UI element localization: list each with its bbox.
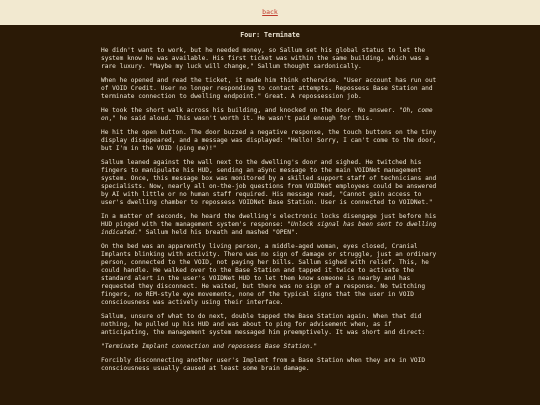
paragraph-text: In a matter of seconds, he heard the dwelling's electronic locks disengage just before his HUD pinged with the management system's response: " <box>101 213 437 228</box>
story-paragraph: When he opened and read the ticket, it made him think otherwise. "User account has run out of VOID Credit. User no longer responding to contact attempts. Repossess Base Station and terminate connection to dwelling endpoint." Great. A repossession job. <box>101 77 437 100</box>
paragraph-text: He took the short walk across his building, and knocked on the door. No answer. " <box>101 107 403 114</box>
story-paragraph: He didn't want to work, but he needed money, so Sallum set his global status to let the system know he was available. His first ticket was within the same building, which was a rare luxury. "Maybe my luck will change," Sallum thought sardonically. <box>101 47 429 70</box>
paragraph-text: " <box>101 343 105 350</box>
emphasized-text: Terminate Implant connection and repossess Base Station. <box>104 343 314 350</box>
story-paragraph: Forcibly disconnecting another user's Implant from a Base Station when they are in VOID consciousness usually caused at least some brain damage. <box>101 357 426 372</box>
story-paragraph: On the bed was an apparently living person, a middle-aged woman, eyes closed, Cranial Implants blinking with activity. There was no sign of damage or struggle, just an ordinary person, connected to the VOID, not paying her bills. Sallum sighed with relief. This, he could handle. He walked over to the Base Station and tapped it twice to activate the standard alert in the user's VOIDNet HUD to let them know someone is nearby and has requested they disconnect. He waited, but there was no sign of a response. No twitching fingers, no REM-style eye movements, none of the typical signs that the user in VOID consciousness was actively using their interface. <box>101 243 437 306</box>
paragraph-text: " Sallum held his breath and mashed "OPEN". <box>138 229 299 236</box>
story-paragraph: Sallum leaned against the wall next to the dwelling's door and sighed. He twitched his fingers to manipulate his HUD, sending an aSync message to the main VOIDNet management system. Once, this message box was monitored by a skilled support staff of technicians and specialists. Now, nearly all on-the-job questions from VOIDNet employees could be answered by AI with little or no human staff required. His message read, "Cannot gain access to user's dwelling chamber to repossess VOIDNet Base Station. User is connected to VOIDNet." <box>101 159 437 206</box>
story-paragraph: Sallum, unsure of what to do next, double tapped the Base Station again. When that did nothing, he pulled up his HUD and was about to ping for advisement when, as if anticipating, the management system messaged him preemptively. It was short and direct: <box>101 313 426 336</box>
paragraph-text: " <box>313 343 318 350</box>
story-content <box>101 31 439 379</box>
story-paragraph <box>101 107 439 123</box>
story-paragraph: He hit the open button. The door buzzed a negative response, the touch buttons on the tiny display disappeared, and a message was displayed: "Hello! Sorry, I can't come to the door, but I'm in the VOID (ping me)!" <box>101 129 437 152</box>
story-paragraph <box>101 343 439 351</box>
top-nav-bar <box>0 0 540 25</box>
emphasized-text: Unlock signal has been sent to dwelling indicated. <box>101 221 437 236</box>
paragraph-text: ," he said aloud. This wasn't worth it. He wasn't paid enough for this. <box>108 115 373 122</box>
story-paragraph <box>101 213 439 237</box>
emphasized-text: Oh, come on <box>101 107 433 122</box>
back-link[interactable]: back <box>262 8 278 16</box>
chapter-title: Four: Terminate <box>240 31 300 39</box>
